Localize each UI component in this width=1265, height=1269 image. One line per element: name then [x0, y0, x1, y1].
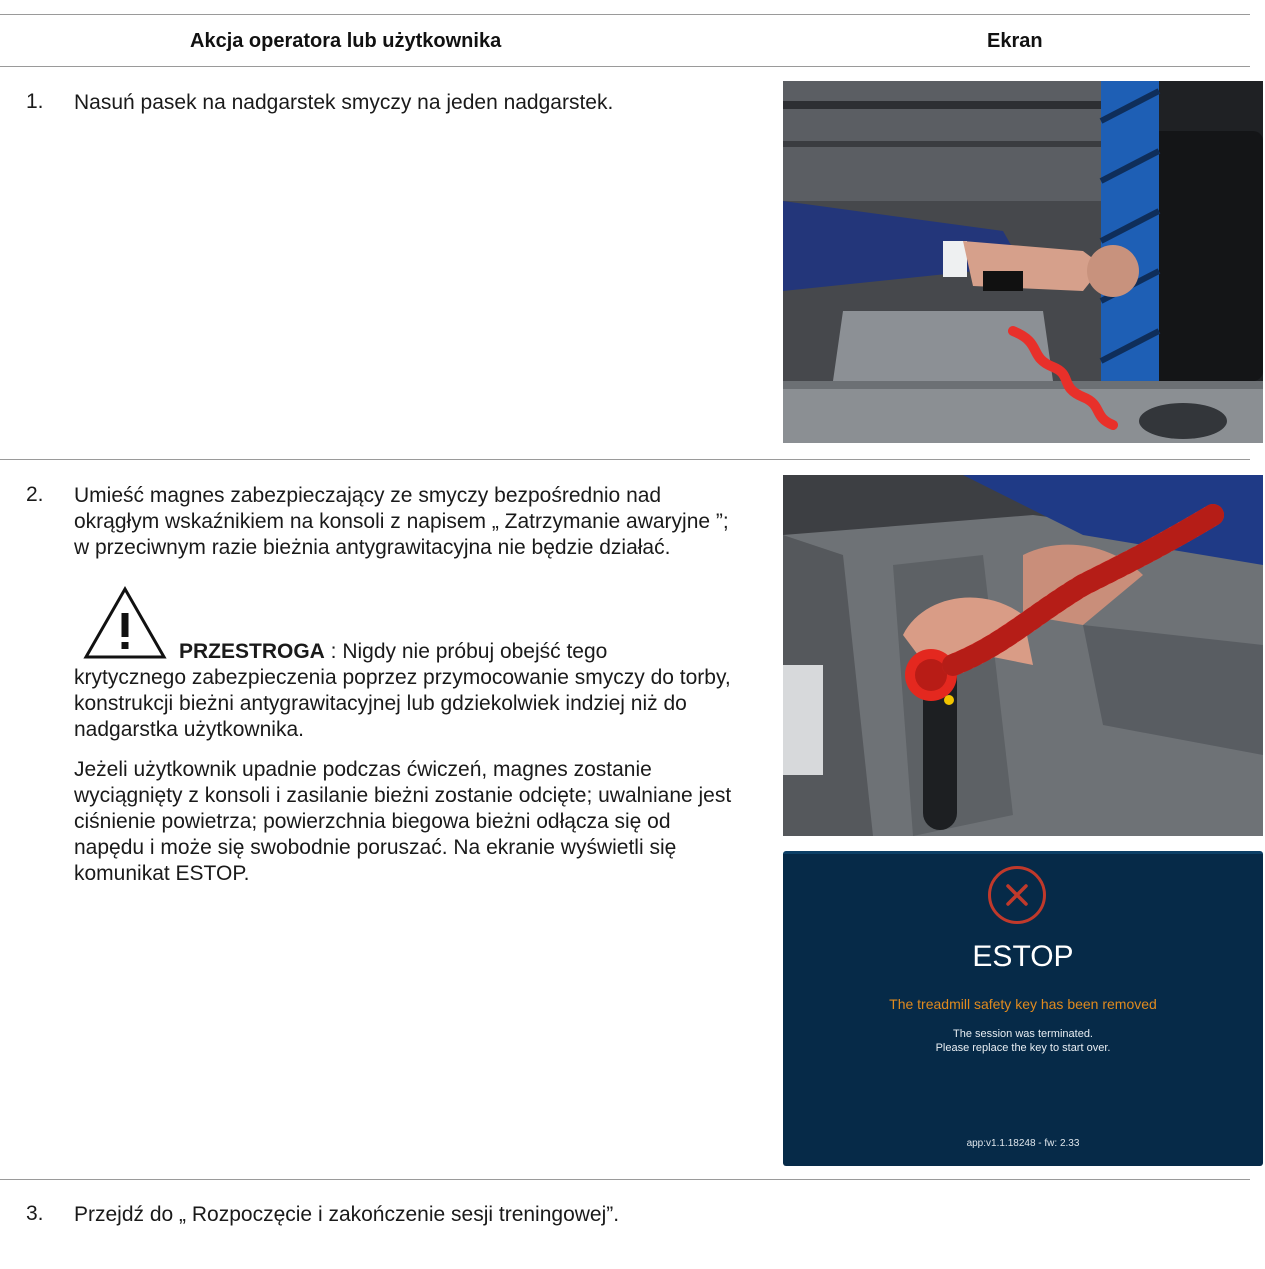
caution-text: krytycznego zabezpieczenia poprzez przymocowanie smyczy do torby, konstrukcji bieżni antygrawitacyjnej lub gdziekolwiek indziej niż do nadgarstka użytkownika.	[74, 666, 731, 741]
step-text	[74, 1202, 744, 1228]
error-circle-icon	[988, 866, 1046, 924]
wrist-strap-photo	[783, 81, 1263, 443]
step-number: 3.	[26, 1202, 44, 1225]
step-1-text: Nasuń pasek na nadgarstek smyczy na jeden nadgarstek.	[74, 91, 614, 114]
estop-message: The treadmill safety key has been removed	[889, 996, 1157, 1012]
estop-title: ESTOP	[972, 940, 1074, 973]
step-number: 1.	[26, 90, 44, 113]
estop-line-1: The session was terminated.	[952, 1028, 1093, 1040]
step-text	[74, 90, 744, 116]
step-2-text: Umieść magnes zabezpieczający ze smyczy bezpośrednio nad okrągłym wskaźnikiem na konsoli z napisem „ Zatrzymanie awaryjne ”; w przeciwnym razie bieżnia antygrawitacyjna nie będzie działać.	[74, 484, 729, 559]
header-bottom-rule	[0, 66, 1250, 67]
warning-triangle-icon	[82, 585, 168, 661]
estop-version: app:v1.1.18248 - fw: 2.33	[966, 1138, 1080, 1149]
estop-line-2: Please replace the key to start over.	[935, 1042, 1111, 1054]
step-number: 2.	[26, 483, 44, 506]
table-top-rule	[0, 14, 1250, 15]
step-text	[74, 483, 744, 887]
row-divider	[0, 459, 1250, 460]
column-header-action: Akcja operatora lub użytkownika	[190, 30, 502, 52]
step-3-text: Przejdź do „ Rozpoczęcie i zakończenie sesji treningowej”.	[74, 1203, 620, 1226]
caution-lead-text: : Nigdy nie próbuj obejść tego	[324, 640, 608, 663]
console-magnet-photo	[783, 475, 1263, 836]
caution-label: PRZESTROGA	[179, 640, 325, 663]
row-divider	[0, 1179, 1250, 1180]
fall-text: Jeżeli użytkownik upadnie podczas ćwiczeń, magnes zostanie wyciągnięty z konsoli i zasilanie bieżni zostanie odcięte; uwalniane jest ciśnienie powietrza; powierzchnia biegowa bieżni odłącza się od napędu i może się swobodnie poruszać. Na ekranie wyświetli się komunikat ESTOP.	[74, 758, 732, 885]
caution-heading	[74, 585, 744, 661]
caution-lead	[179, 639, 607, 665]
column-header-screen: Ekran	[987, 30, 1043, 52]
estop-screen	[783, 851, 1263, 1166]
